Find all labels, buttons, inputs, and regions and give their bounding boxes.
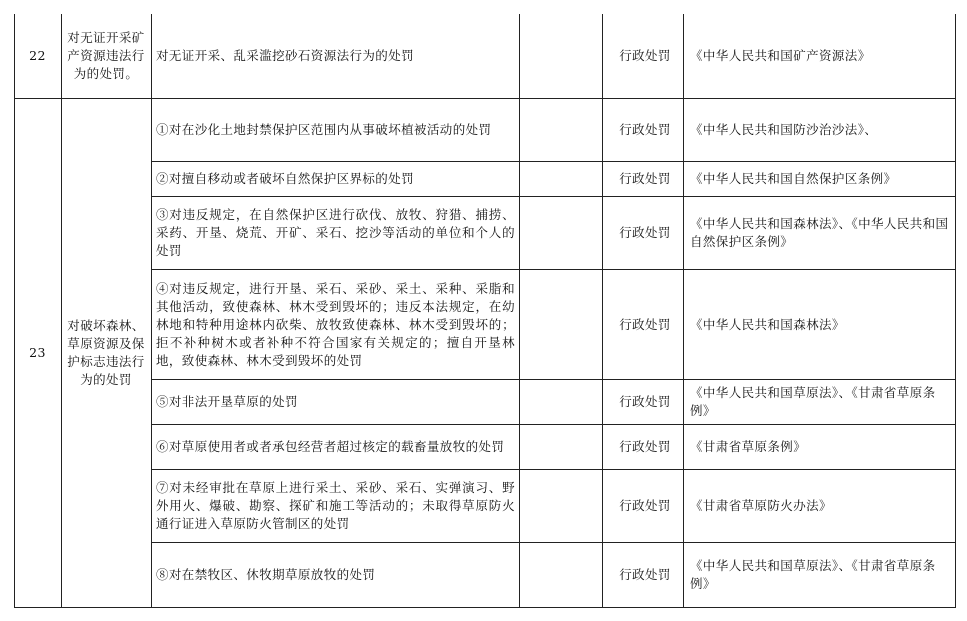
basis-cell: 《甘肃省草原条例》 xyxy=(690,439,807,454)
basis-cell: 《中华人民共和国草原法》、《甘肃省草原条例》 xyxy=(690,385,936,418)
item-cell: 对无证开采、乱采滥挖砂石资源法行为的处罚 xyxy=(156,48,415,63)
grid-line xyxy=(14,607,956,608)
item-cell: ⑦对未经审批在草原上进行采土、采砂、采石、实弹演习、野外用火、爆破、勘察、探矿和施工等活动的；未取得草原防火通行证进入草原防火管制区的处罚 xyxy=(156,480,515,531)
type-cell: 行政处罚 xyxy=(619,498,671,513)
basis-cell: 《中华人民共和国防沙治沙法》、 xyxy=(690,122,878,137)
grid-line xyxy=(955,14,956,607)
type-cell: 行政处罚 xyxy=(619,171,671,186)
type-cell: 行政处罚 xyxy=(619,316,671,332)
basis-cell: 《中华人民共和国森林法》、《中华人民共和国自然保护区条例》 xyxy=(690,216,949,249)
type-cell: 行政处罚 xyxy=(619,439,671,454)
item-cell: ⑤对非法开垦草原的处罚 xyxy=(156,394,298,409)
type-cell: 行政处罚 xyxy=(619,122,671,137)
basis-cell: 《甘肃省草原防火办法》 xyxy=(690,498,832,513)
item-cell: ②对擅自移动或者破坏自然保护区界标的处罚 xyxy=(156,171,415,186)
basis-cell: 《中华人民共和国草原法》、《甘肃省草原条例》 xyxy=(690,558,936,591)
item-cell: ⑥对草原使用者或者承包经营者超过核定的载畜量放牧的处罚 xyxy=(156,439,505,454)
item-cell: ①对在沙化土地封禁保护区范围内从事破坏植被活动的处罚 xyxy=(156,122,492,137)
category-cell: 对破坏森林、草原资源及保护标志违法行为的处罚 xyxy=(67,318,145,387)
row-number: 22 xyxy=(29,48,46,63)
basis-cell: 《中华人民共和国自然保护区条例》 xyxy=(690,171,897,186)
item-cell: ③对违反规定，在自然保护区进行砍伐、放牧、狩猎、捕捞、采药、开垦、烧荒、开矿、采石、挖沙等活动的单位和个人的处罚 xyxy=(156,207,515,258)
type-cell: 行政处罚 xyxy=(619,48,671,63)
category-cell: 对无证开采矿产资源违法行为的处罚。 xyxy=(67,30,145,81)
basis-cell: 《中华人民共和国森林法》 xyxy=(690,316,845,332)
type-cell: 行政处罚 xyxy=(619,225,671,240)
item-cell: ⑧对在禁牧区、休牧期草原放牧的处罚 xyxy=(156,567,376,582)
grid-line xyxy=(519,14,520,607)
basis-cell: 《中华人民共和国矿产资源法》 xyxy=(690,48,871,63)
type-cell: 行政处罚 xyxy=(619,394,671,409)
item-cell: ④对违反规定，进行开垦、采石、采砂、采土、采种、采脂和其他活动，致使森林、林木受到毁坏的；违反本法规定，在幼林地和特种用途林内砍柴、放牧致使森林、林木受到毁坏的；拒不补种树木或者补种不符合国家有关规定的；擅自开垦林地，致使森林、林木受到毁坏的处罚 xyxy=(156,280,515,368)
row-number: 23 xyxy=(29,345,46,360)
type-cell: 行政处罚 xyxy=(619,567,671,582)
